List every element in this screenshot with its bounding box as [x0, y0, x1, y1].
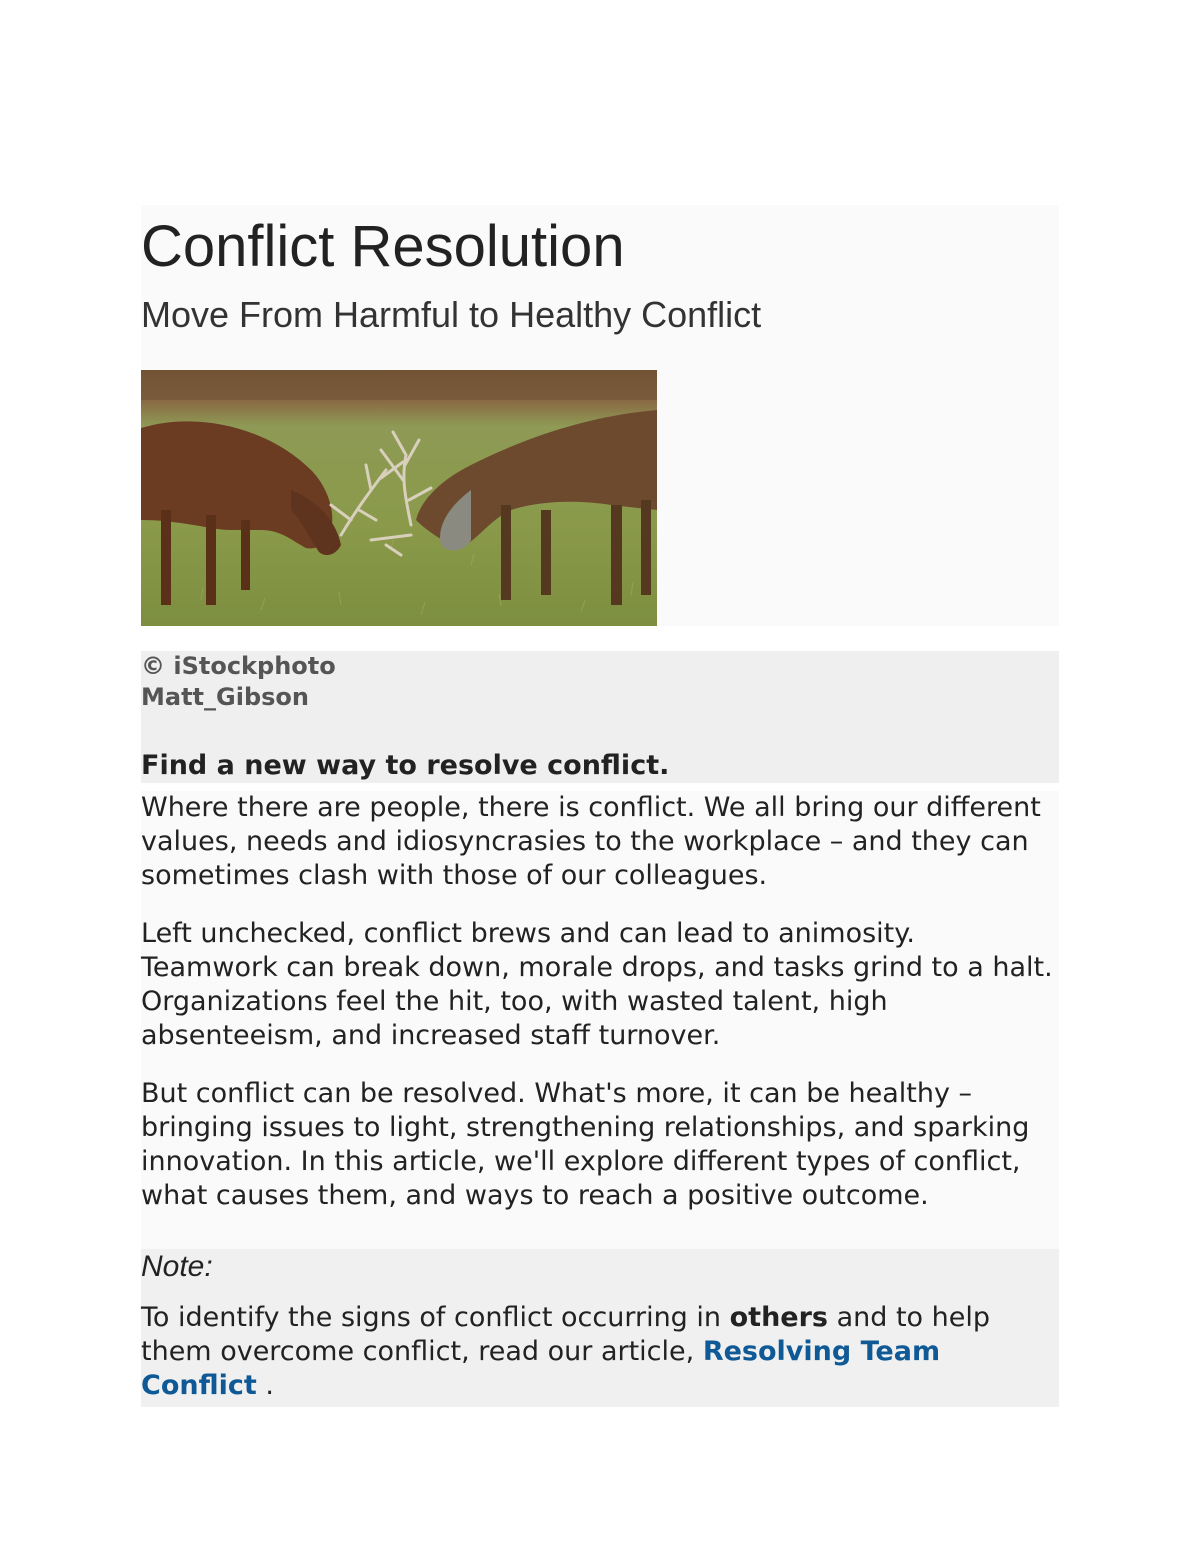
image-credit-line1: © iStockphoto [141, 652, 336, 680]
note-emphasis: others [729, 1302, 828, 1333]
article-body [141, 791, 1059, 1249]
note-text-before: To identify the signs of conflict occurring in [141, 1302, 730, 1333]
image-credit-line2: Matt_Gibson [141, 683, 309, 711]
body-paragraph: But conflict can be resolved. What's more, it can be healthy – bringing issues to light, strengthening relationships, and sparking innovation. In this article, we'll explore different types of conflict, what causes them, and ways to reach a positive outcome. [141, 1078, 1030, 1211]
deer-fighting-photo [141, 370, 657, 626]
image-credit-block [141, 651, 1059, 783]
note-text [141, 1301, 1059, 1403]
note-text-middle: and to help them overcome conflict, read our article, [141, 1302, 991, 1367]
article [141, 205, 1059, 1407]
body-paragraph: Where there are people, there is conflict. We all bring our different values, needs and idiosyncrasies to the workplace – and they can sometimes clash with those of our colleagues. [141, 792, 1041, 891]
note-box [141, 1249, 1059, 1407]
body-paragraph: Left unchecked, conflict brews and can lead to animosity. Teamwork can break down, morale drops, and tasks grind to a halt. Organizations feel the hit, too, with wasted talent, high absenteeism, and increased staff turnover. [141, 918, 1053, 1051]
resolving-team-conflict-link[interactable]: Resolving Team Conflict [141, 1336, 941, 1401]
note-text-after: . [256, 1370, 274, 1401]
page-subtitle: Move From Harmful to Healthy Conflict [141, 294, 762, 335]
image-credit [141, 651, 1059, 713]
note-label: Note: [141, 1250, 213, 1283]
article-header [141, 205, 1059, 626]
page-title: Conflict Resolution [141, 214, 625, 279]
lead-text: Find a new way to resolve conflict. [141, 750, 670, 781]
